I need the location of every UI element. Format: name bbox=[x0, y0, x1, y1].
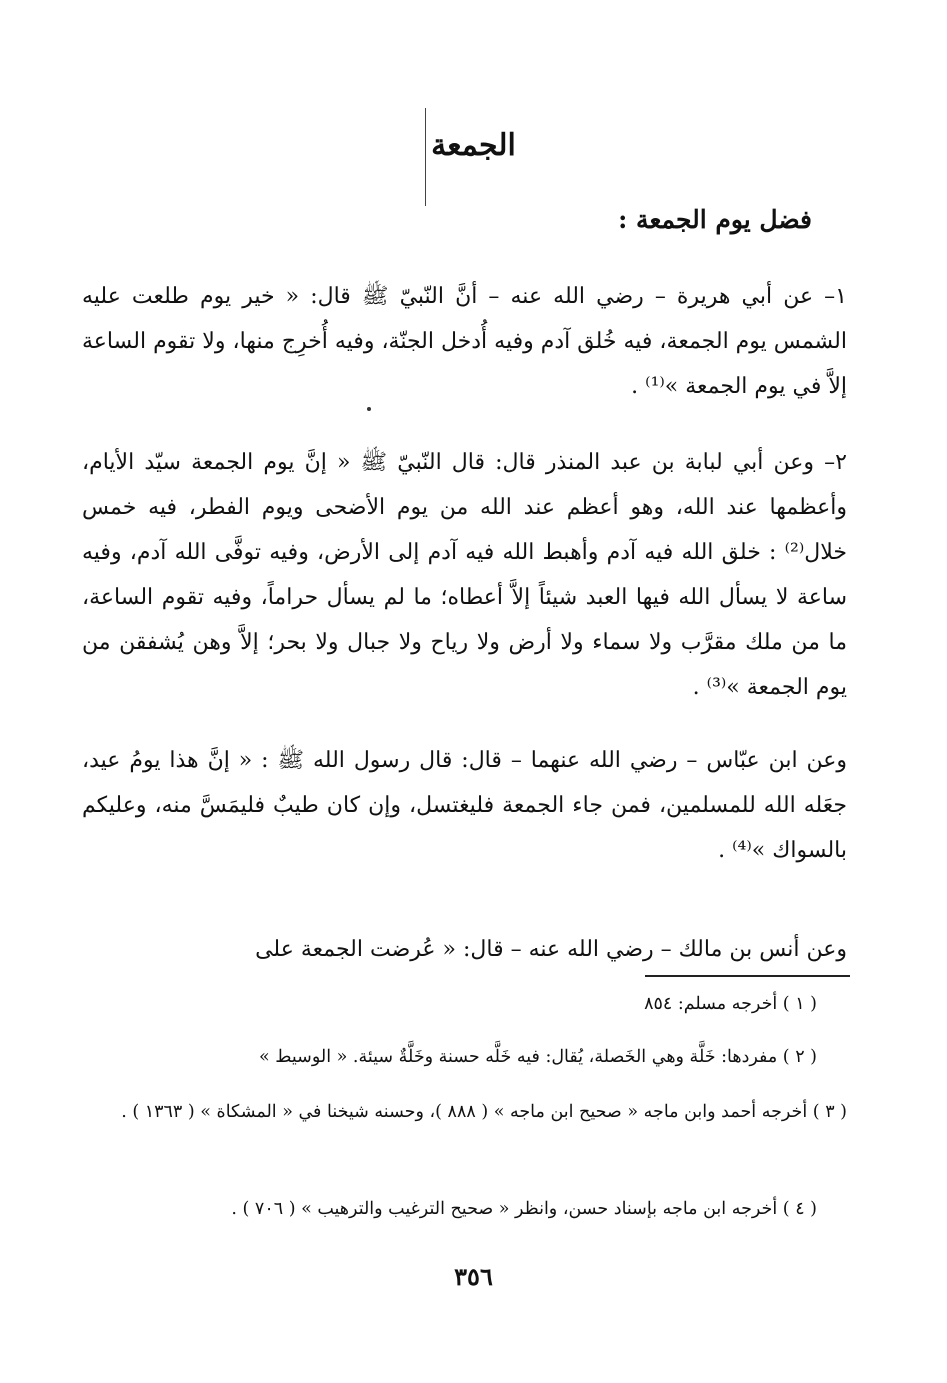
page-number: ٣٥٦ bbox=[454, 1262, 493, 1291]
speck bbox=[367, 407, 371, 411]
section-heading: فضل يوم الجمعة : bbox=[618, 205, 812, 234]
footnote-1: ( ١ ) أخرجه مسلم: ٨٥٤ bbox=[644, 994, 817, 1014]
page-title: الجمعة bbox=[431, 128, 516, 163]
footnote-4: ( ٤ ) أخرجه ابن ماجه بإسناد حسن، وانظر « صحيح الترغيب والترهيب » ( ٧٠٦ ) . bbox=[231, 1199, 817, 1219]
footnote-2: ( ٢ ) مفردها: خَلَّة وهي الخَصلة، يُقال: فيه خَلَّه حسنة وخَلَّةٌ سيئة. « الوسيط » bbox=[259, 1047, 817, 1067]
paragraph-2: ٢– وعن أبي لبابة بن عبد المنذر قال: قال النّبيّ ﷺ « إنَّ يوم الجمعة سيّد الأيام، وأعظمها عند الله، وهو أعظم عند الله من يوم الأضحى ويوم الفطر، فيه خمس خلال⁽²⁾ : خلق الله فيه آدم وأهبط الله فيه آدم إلى الأرض، وفيه توفَّى الله آدم، وفيه ساعة لا يسأل الله فيها العبد شيئاً إلاَّ أعطاه؛ ما لم يسأل حراماً، وفيه تقوم الساعة، ما من ملك مقرَّب ولا سماء ولا أرض ولا رياح ولا جبال ولا بحر؛ إلاَّ وهن يُشفقن من يوم الجمعة »⁽³⁾ . bbox=[82, 450, 847, 700]
paragraph-4: وعن أنس بن مالك – رضي الله عنه – قال: « عُرضت الجمعة على bbox=[255, 937, 847, 962]
paragraph-1: ١– عن أبي هريرة – رضي الله عنه – أنَّ النّبيّ ﷺ قال: « خير يوم طلعت عليه الشمس يوم الجمعة، فيه خُلق آدم وفيه أُدخل الجنّة، وفيه أُخرِج منها، ولا تقوم الساعة إلاَّ في يوم الجمعة »⁽¹⁾ . bbox=[82, 284, 847, 399]
footnote-divider bbox=[645, 975, 850, 977]
footnote-3: ( ٣ ) أخرجه أحمد وابن ماجه « صحيح ابن ماجه » ( ٨٨٨ )، وحسنه شيخنا في « المشكاة » ( ١٣٦٣ ) . bbox=[121, 1102, 847, 1122]
paragraph-3: وعن ابن عبّاس – رضي الله عنهما – قال: قال رسول الله ﷺ : « إنَّ هذا يومُ عيد، جعَله الله للمسلمين، فمن جاء الجمعة فليغتسل، وإن كان طيبٌ فليمَسَّ منه، وعليكم بالسواك »⁽⁴⁾ . bbox=[82, 748, 847, 863]
